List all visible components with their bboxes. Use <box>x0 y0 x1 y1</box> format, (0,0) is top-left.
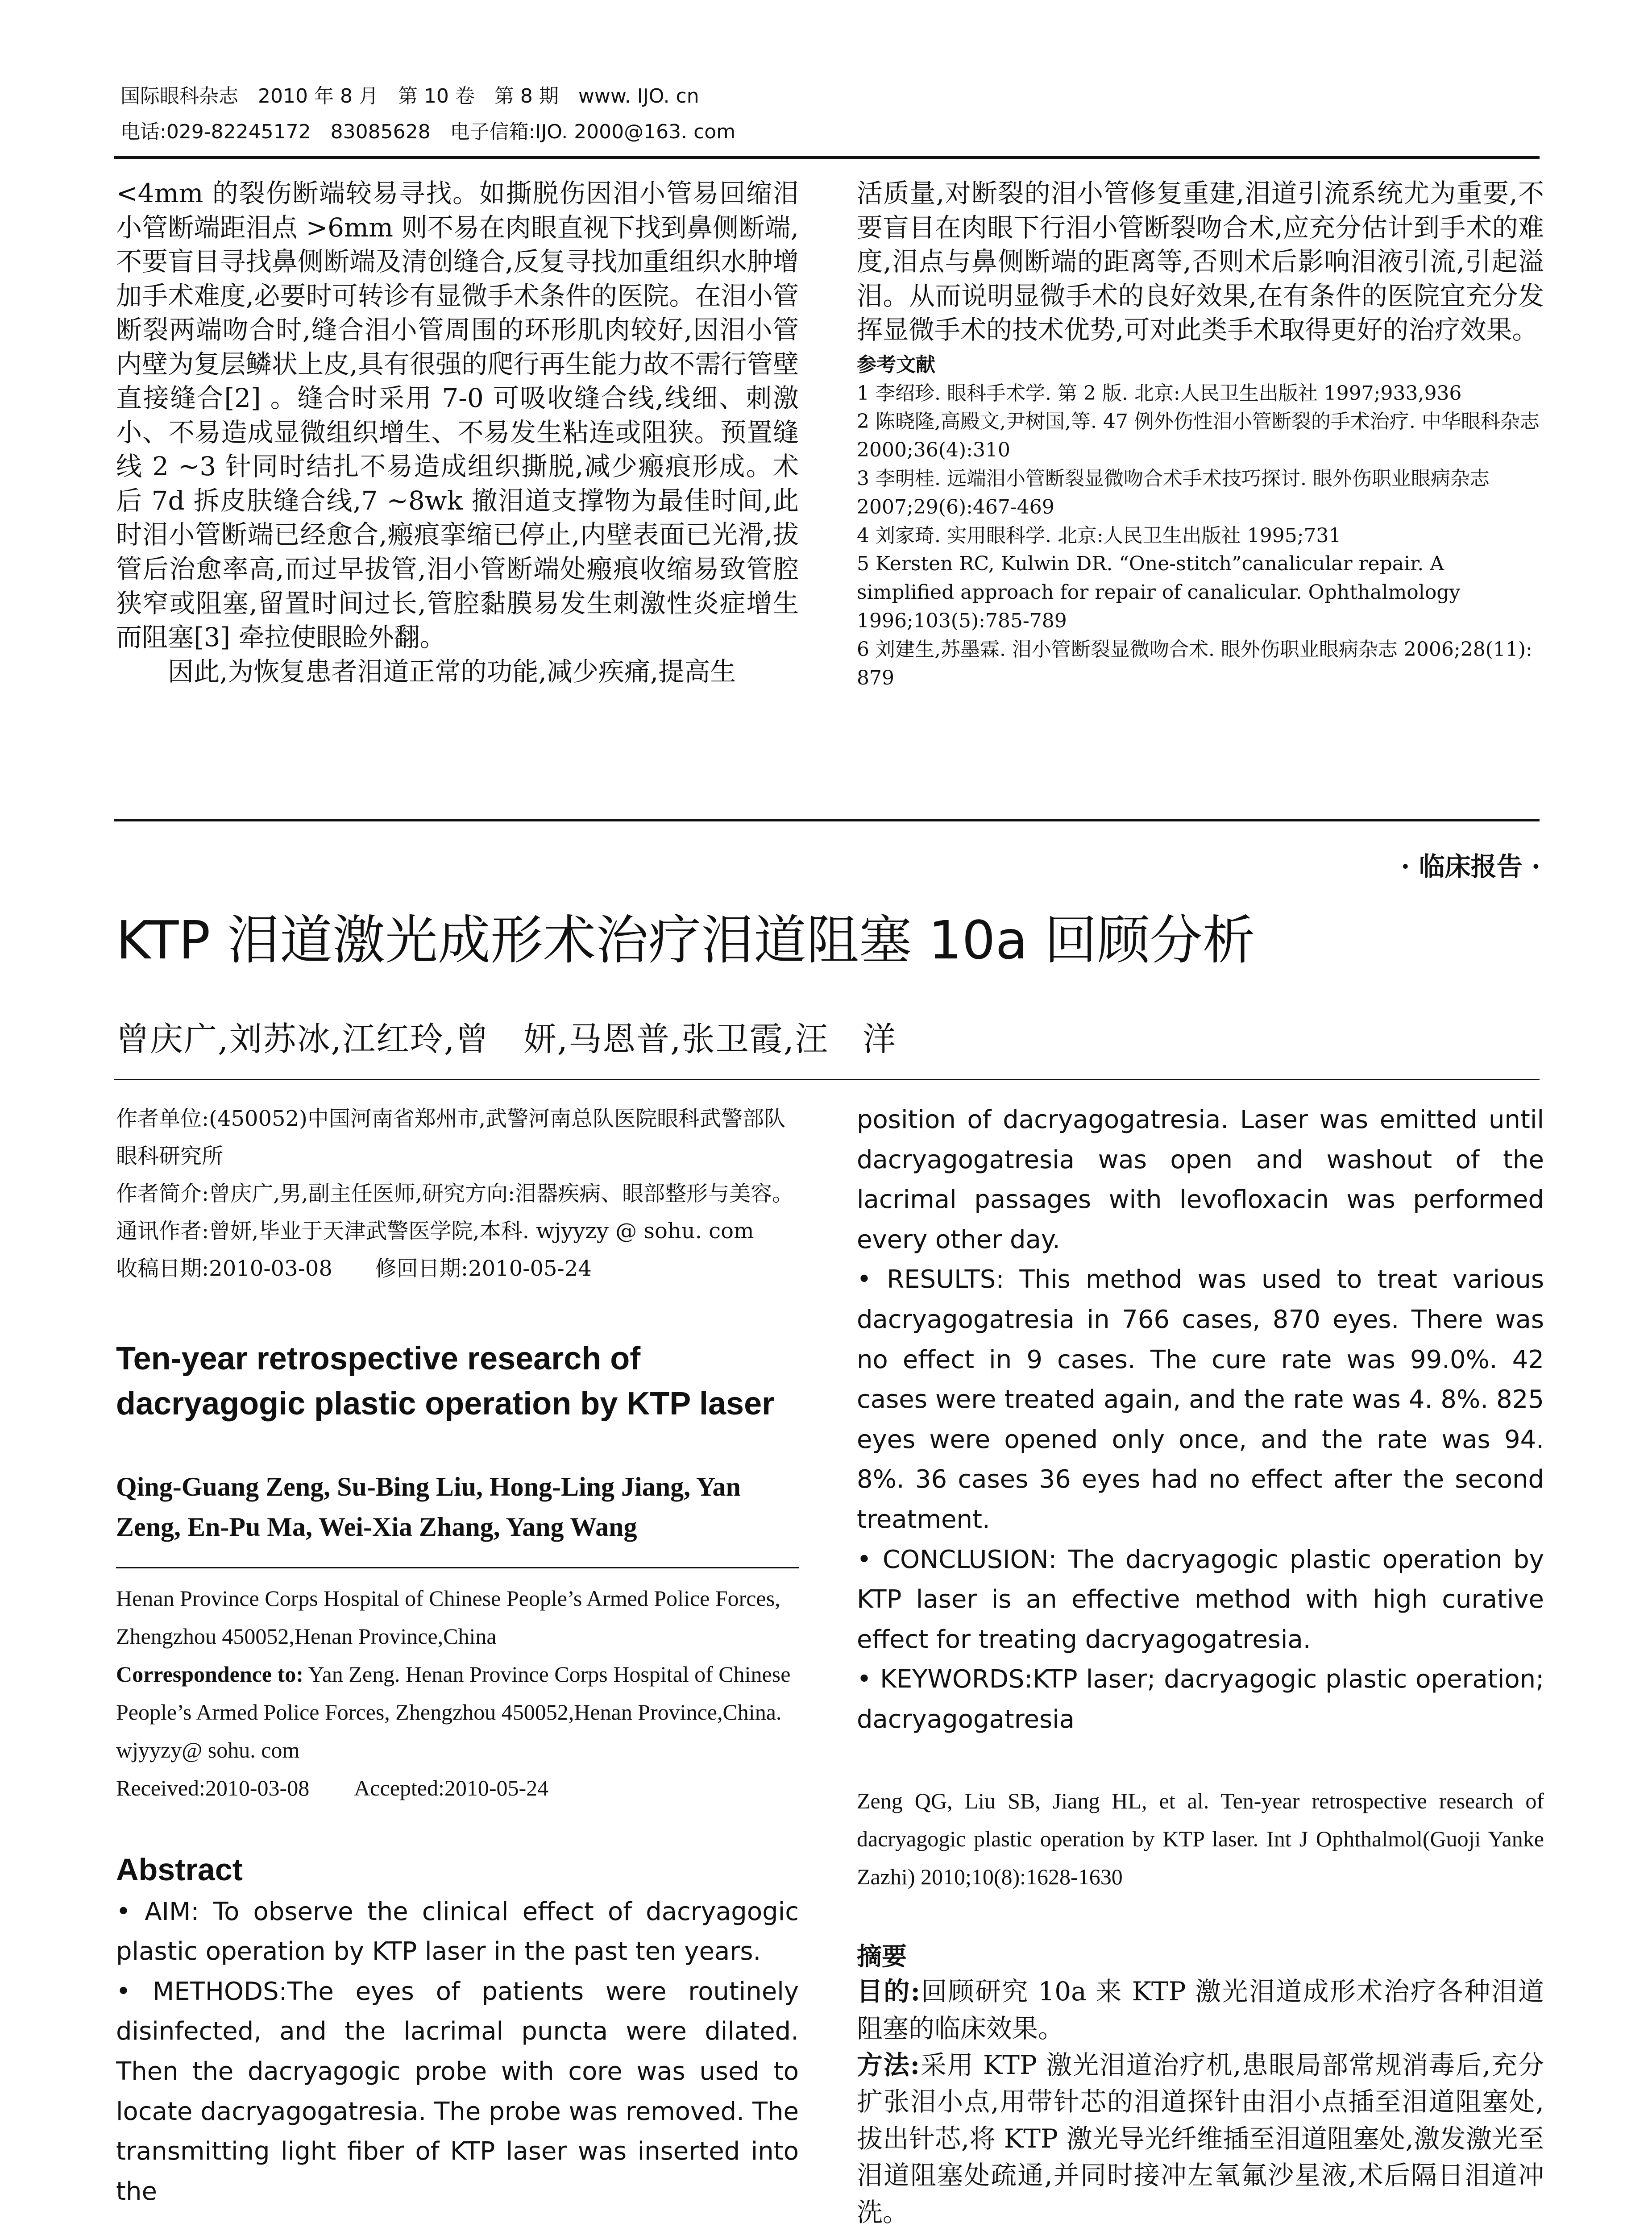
abstract-conclusion: • CONCLUSION: The dacryagogic plastic operation by KTP laser is an effective method with high curative effect for treating dacryagogatresia. <box>857 1545 1544 1654</box>
author-info <box>116 1100 799 1287</box>
author-profile: 作者简介:曾庆广,男,副主任医师,研究方向:泪器疾病、眼部整形与美容。 <box>116 1181 794 1206</box>
corresponding-author: 通讯作者:曾妍,毕业于天津武警医学院,本科. wjyyzy @ sohu. com <box>116 1219 754 1244</box>
references-list <box>857 379 1544 693</box>
lower-right-column <box>857 1100 1544 2231</box>
author-affiliation: 作者单位:(450052)中国河南省郑州市,武警河南总队医院眼科武警部队眼科研究所 <box>116 1106 786 1169</box>
references-title: 参考文献 <box>857 353 935 376</box>
article-title-en: Ten-year retrospective research of dacryagogic plastic operation by KTP laser <box>116 1341 775 1422</box>
affiliation-en: Henan Province Corps Hospital of Chinese People’s Armed Police Forces, Zhengzhou 450052,Henan Province,China <box>116 1585 780 1649</box>
authors-zh: 曾庆广,刘苏冰,江红玲,曾 妍,马恩普,张卫霞,汪 洋 <box>116 1020 897 1058</box>
top-left-paragraph-1: <4mm 的裂伤断端较易寻找。如撕脱伤因泪小管易回缩泪小管断端距泪点 >6mm 则不易在肉眼直视下找到鼻侧断端,不要盲目寻找鼻侧断端及清创缝合,反复寻找加重组织水肿增加手术难度,必要时可转诊有显微手术条件的医院。在泪小管断裂两端吻合时,缝合泪小管周围的环形肌肉较好,因泪小管内壁为复层鳞状上皮,具有很强的爬行再生能力故不需行管壁直接缝合[2] 。缝合时采用 7-0 可吸收缝合线,线细、刺激小、不易造成显微组织增生、不易发生粘连或阻狭。预置缝线 2 ~3 针同时结扎不易造成组织撕脱,减少瘢痕形成。术后 7d 拆皮肤缝合线,7 ~8wk 撤泪道支撑物为最佳时间,此时泪小管断端已经愈合,瘢痕挛缩已停止,内壁表面已光滑,拔管后治愈率高,而过早拔管,泪小管断端处瘢痕收缩易致管腔狭窄或阻塞,留置时间过长,管腔黏膜易发生刺激性炎症增生而阻塞[3] 牵拉使眼睑外翻。 <box>116 178 799 653</box>
correspondence-en <box>116 1655 799 1769</box>
abstract-methods: • METHODS:The eyes of patients were routinely disinfected, and the lacrimal puncta were dilated. Then the dacryagogic probe with core was used to locate dacryagogatresia. The probe was removed. The transmitting light fiber of KTP laser was inserted into the <box>116 1977 799 2206</box>
reference-item: 4 刘家琦. 实用眼科学. 北京:人民卫生出版社 1995;731 <box>857 524 1341 547</box>
abstract-zh-heading: 摘要 <box>857 1941 907 1971</box>
english-affiliation-block <box>116 1580 799 1807</box>
reference-item: 5 Kersten RC, Kulwin DR. “One-stitch”canalicular repair. A simplified approach for repair of canalicular. Ophthalmology 1996;103(5):785-789 <box>857 552 1461 632</box>
received-dates-en: Received:2010-03-08 Accepted:2010-05-24 <box>116 1775 549 1800</box>
abstract-left-text <box>116 1892 799 2212</box>
abstract-zh-aim-text: 回顾研究 10a 来 KTP 激光泪道成形术治疗各种泪道阻塞的临床效果。 <box>857 1976 1544 2044</box>
authors-rule <box>116 1567 799 1568</box>
journal-header-line2: 电话:029-82245172 83085628 电子信箱:IJO. 2000@163. com <box>120 120 736 143</box>
top-left-paragraph-2: 因此,为恢复患者泪道正常的功能,减少疾痛,提高生 <box>168 656 736 687</box>
abstract-methods-cont: position of dacryagogatresia. Laser was emitted until dacryagogatresia was open and washout of the lacrimal passages with levofloxacin was performed every other day. <box>857 1105 1544 1254</box>
abstract-zh-aim <box>857 1973 1544 2047</box>
header-rule <box>114 156 1540 159</box>
top-right-paragraph: 活质量,对断裂的泪小管修复重建,泪道引流系统尤为重要,不要盲目在肉眼下行泪小管断裂吻合术,应充分估计到手术的难度,泪点与鼻侧断端的距离等,否则术后影响泪液引流,引起溢泪。从而说明显微手术的良好效果,在有条件的医院宜充分发挥显微手术的技术优势,可对此类手术取得更好的治疗效果。 <box>857 178 1544 345</box>
abstract-right-text <box>857 1100 1544 1740</box>
title-rule <box>114 1079 1540 1080</box>
lower-left-column <box>116 1100 799 2211</box>
correspondence-label: Correspondence to: <box>116 1661 303 1687</box>
abstract-aim: • AIM: To observe the clinical effect of dacryagogic plastic operation by KTP laser in the past ten years. <box>116 1897 799 1966</box>
journal-header-line1: 国际眼科杂志 2010 年 8 月 第 10 卷 第 8 期 www. IJO. cn <box>120 85 699 108</box>
abstract-zh-aim-label: 目的: <box>857 1976 921 2007</box>
authors-en: Qing-Guang Zeng, Su-Bing Liu, Hong-Ling Jiang, Yan Zeng, En-Pu Ma, Wei-Xia Zhang, Yang Wang <box>116 1472 741 1542</box>
section-divider <box>114 819 1540 821</box>
received-dates-zh: 收稿日期:2010-03-08 修回日期:2010-05-24 <box>116 1256 592 1281</box>
reference-item: 3 李明桂. 远端泪小管断裂显微吻合术手术技巧探讨. 眼外伤职业眼病杂志 2007;29(6):467-469 <box>857 467 1490 518</box>
section-tag: · 临床报告 · <box>1401 851 1540 882</box>
reference-item: 1 李绍珍. 眼科手术学. 第 2 版. 北京:人民卫生出版社 1997;933,936 <box>857 382 1462 405</box>
abstract-results: • RESULTS: This method was used to treat various dacryagogatresia in 766 cases, 870 eyes. There was no effect in 9 cases. The cure rate was 99.0%. 42 cases were treated again, and the rate was 4. 8%. 825 eyes were opened only once, and the rate was 94. 8%. 36 cases 36 eyes had no effect after the second treatment. <box>857 1265 1544 1534</box>
top-left-column <box>116 176 799 688</box>
correspondence-text: Yan Zeng. Henan Province Corps Hospital of Chinese People’s Armed Police Forces, Zhengzhou 450052,Henan Province,China. wjyyzy@ sohu. com <box>116 1661 791 1762</box>
reference-item: 6 刘建生,苏墨霖. 泪小管断裂显微吻合术. 眼外伤职业眼病杂志 2006;28(11): 879 <box>857 638 1532 689</box>
abstract-heading: Abstract <box>116 1852 243 1887</box>
abstract-zh <box>857 1973 1544 2231</box>
article-title-zh: KTP 泪道激光成形术治疗泪道阻塞 10a 回顾分析 <box>116 909 1255 971</box>
reference-item: 2 陈晓隆,高殿文,尹树国,等. 47 例外伤性泪小管断裂的手术治疗. 中华眼科杂志 2000;36(4):310 <box>857 410 1540 462</box>
top-right-column <box>857 176 1544 692</box>
abstract-zh-methods-label: 方法: <box>857 2050 920 2081</box>
abstract-keywords: • KEYWORDS:KTP laser; dacryagogic plastic operation; dacryagogatresia <box>857 1665 1544 1734</box>
citation: Zeng QG, Liu SB, Jiang HL, et al. Ten-year retrospective research of dacryagogic plastic operation by KTP laser. Int J Ophthalmol(Guoji Yanke Zazhi) 2010;10(8):1628-1630 <box>857 1788 1544 1889</box>
abstract-zh-methods <box>857 2047 1544 2231</box>
abstract-zh-methods-text: 采用 KTP 激光泪道治疗机,患眼局部常规消毒后,充分扩张泪小点,用带针芯的泪道探针由泪小点插至泪道阻塞处,拔出针芯,将 KTP 激光导光纤维插至泪道阻塞处,激发激光至泪道阻塞处疏通,并同时接冲左氧氟沙星液,术后隔日泪道冲洗。 <box>857 2050 1544 2227</box>
